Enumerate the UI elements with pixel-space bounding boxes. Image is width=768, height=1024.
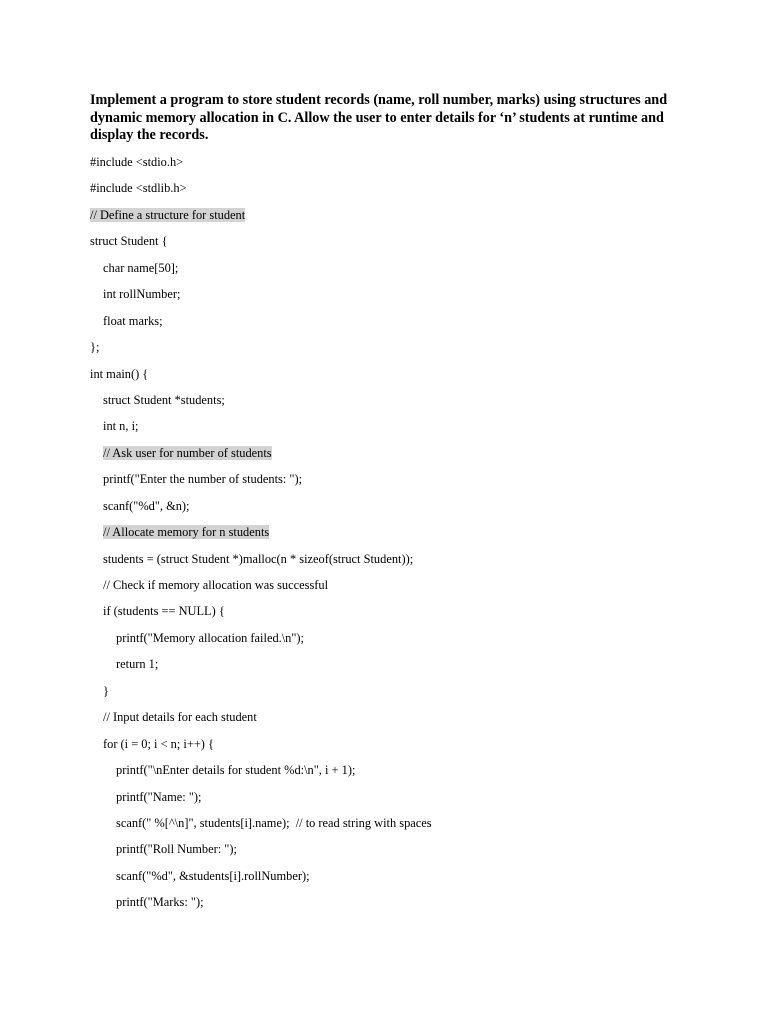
code-text: char name[50]; bbox=[103, 260, 179, 275]
code-line bbox=[90, 762, 710, 788]
code-line bbox=[90, 841, 710, 867]
code-line bbox=[90, 471, 710, 497]
code-line bbox=[90, 154, 710, 180]
code-line bbox=[90, 260, 710, 286]
code-line bbox=[90, 286, 710, 312]
code-line bbox=[90, 418, 710, 444]
code-text: struct Student *students; bbox=[103, 392, 225, 407]
code-text: // Input details for each student bbox=[103, 710, 257, 725]
question-heading: Implement a program to store student records (name, roll number, marks) using structures and dynamic memory allocation in C. Allow the user to enter details for ‘n’ students at runtime and display the records. bbox=[90, 92, 668, 143]
code-line bbox=[90, 313, 710, 339]
code-text: scanf("%d", &n); bbox=[103, 498, 190, 513]
code-text: #include <stdio.h> bbox=[90, 155, 184, 169]
code-line bbox=[90, 366, 710, 392]
code-text: #include <stdlib.h> bbox=[90, 181, 187, 196]
code-text: return 1; bbox=[116, 657, 159, 672]
code-text: int rollNumber; bbox=[103, 287, 181, 302]
code-line bbox=[90, 207, 710, 233]
code-text: if (students == NULL) { bbox=[103, 604, 225, 619]
code-line bbox=[90, 233, 710, 259]
code-text: printf("\nEnter details for student %d:\n", i + 1); bbox=[116, 763, 356, 778]
code-line bbox=[90, 551, 710, 577]
code-line bbox=[90, 577, 710, 603]
code-block bbox=[90, 154, 710, 921]
code-text: float marks; bbox=[103, 313, 163, 328]
code-text: printf("Enter the number of students: "); bbox=[103, 472, 303, 487]
code-text: for (i = 0; i < n; i++) { bbox=[103, 736, 214, 751]
code-text: printf("Name: "); bbox=[116, 789, 202, 804]
code-line bbox=[90, 736, 710, 762]
code-line bbox=[90, 339, 710, 365]
code-text: }; bbox=[90, 340, 100, 355]
code-line bbox=[90, 603, 710, 629]
code-text: scanf("%d", &students[i].rollNumber); bbox=[116, 868, 310, 883]
code-line bbox=[90, 868, 710, 894]
code-line bbox=[90, 630, 710, 656]
code-text: students = (struct Student *)malloc(n * sizeof(struct Student)); bbox=[103, 551, 414, 566]
code-text: printf("Memory allocation failed.\n"); bbox=[116, 630, 305, 645]
code-line bbox=[90, 656, 710, 682]
code-line bbox=[90, 815, 710, 841]
code-text: scanf(" %[^\n]", students[i].name); // to read string with spaces bbox=[116, 815, 432, 830]
code-text: } bbox=[103, 683, 109, 698]
code-line bbox=[90, 709, 710, 735]
highlighted-comment: // Allocate memory for n students bbox=[103, 525, 270, 540]
code-line bbox=[90, 789, 710, 815]
code-text: printf("Marks: "); bbox=[116, 895, 204, 910]
code-line bbox=[90, 894, 710, 920]
code-text: // Check if memory allocation was successful bbox=[103, 578, 329, 592]
highlighted-comment: // Define a structure for student bbox=[90, 207, 246, 222]
code-line bbox=[90, 180, 710, 206]
code-line bbox=[90, 524, 710, 550]
code-text: int n, i; bbox=[103, 419, 139, 434]
code-text: printf("Roll Number: "); bbox=[116, 842, 237, 857]
code-line bbox=[90, 683, 710, 709]
code-line bbox=[90, 445, 710, 471]
code-text: int main() { bbox=[90, 366, 149, 381]
code-text: struct Student { bbox=[90, 234, 168, 249]
code-line bbox=[90, 392, 710, 418]
code-line bbox=[90, 498, 710, 524]
highlighted-comment: // Ask user for number of students bbox=[103, 445, 272, 460]
